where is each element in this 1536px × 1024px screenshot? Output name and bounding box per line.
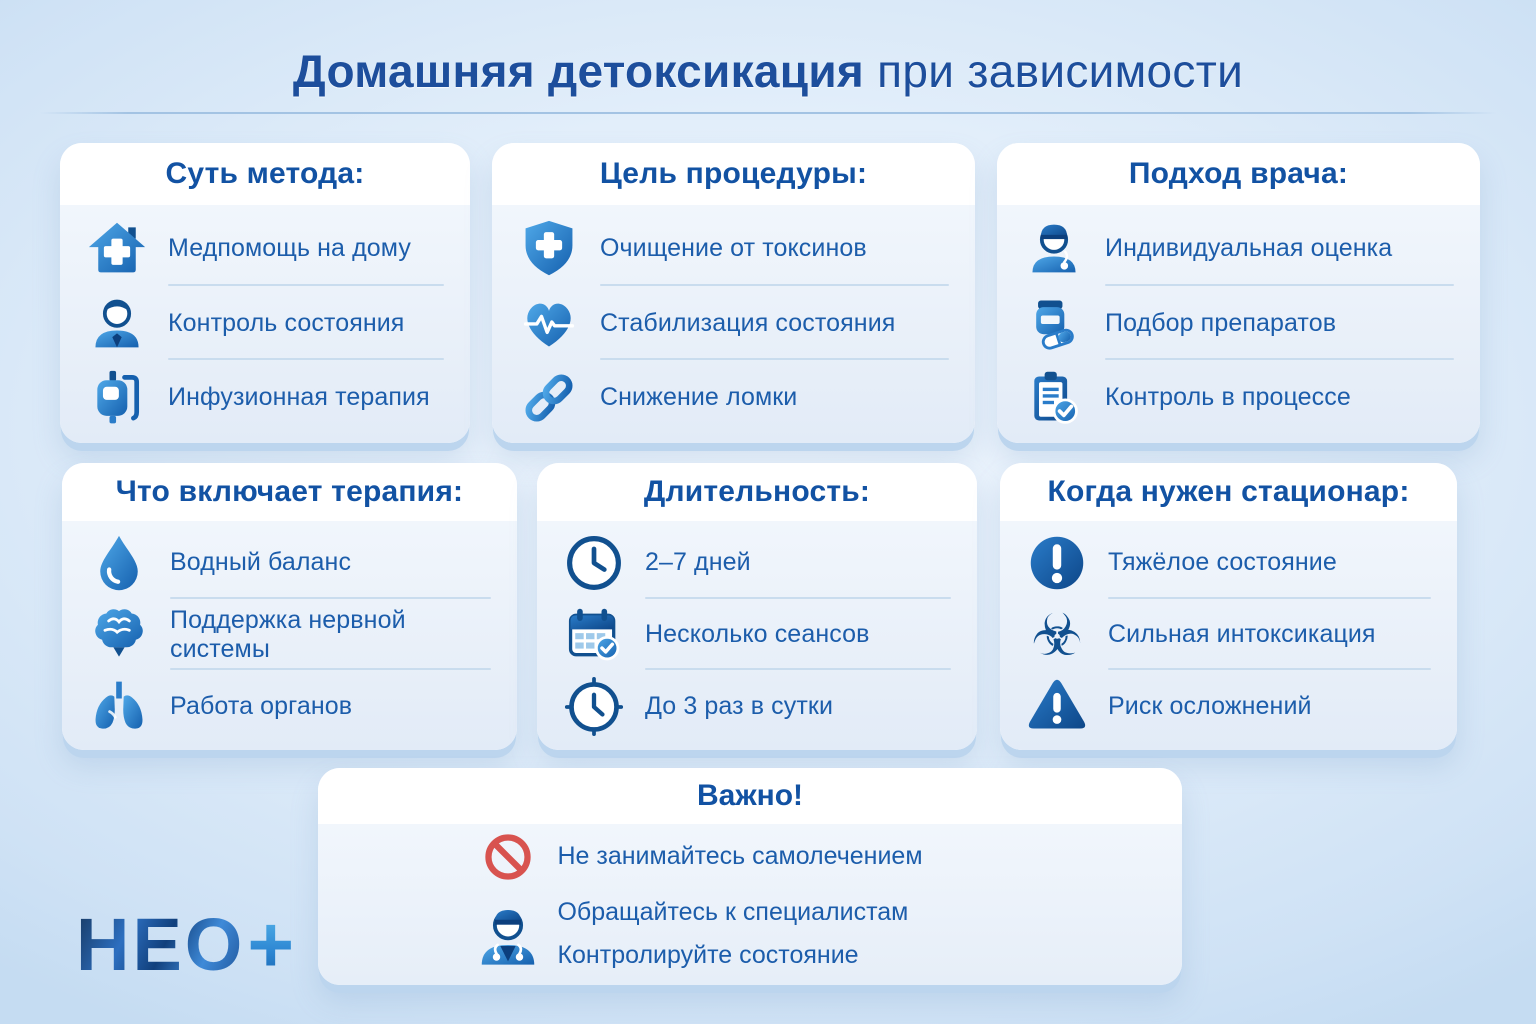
card-body	[60, 205, 470, 443]
card-header	[60, 143, 470, 205]
list-item-label: Подбор препаратов	[1105, 308, 1337, 337]
card-header-label: Когда нужен стационар:	[1047, 475, 1410, 508]
card-header-label: Суть метода:	[165, 157, 365, 190]
card-body	[997, 205, 1480, 443]
no-sign-icon	[473, 832, 543, 882]
card-header	[492, 143, 975, 205]
brain-icon	[88, 604, 150, 666]
list-item	[86, 360, 446, 435]
page-title-emphasis: Домашняя детоксикация	[292, 45, 865, 97]
shield-cross-icon	[518, 217, 580, 279]
exclamation-circle-icon	[1026, 532, 1088, 594]
card-important	[318, 768, 1182, 985]
title-divider	[40, 112, 1496, 114]
page-title-rest: при зависимости	[864, 45, 1244, 97]
list-item-label: Контроль в процессе	[1105, 383, 1351, 412]
card-header	[537, 463, 977, 521]
list-item	[518, 360, 951, 435]
card-header-label: Важно!	[696, 779, 804, 812]
heart-pulse-icon	[518, 292, 580, 354]
card-header-label: Подход врача:	[1128, 157, 1349, 190]
list-item-label: До 3 раз в сутки	[645, 691, 834, 720]
card-method-essence	[60, 143, 470, 443]
card-body	[537, 521, 977, 750]
calendar-check-icon	[563, 604, 625, 666]
card-header	[997, 143, 1480, 205]
biohazard-icon	[1026, 600, 1088, 669]
list-item-label: Контролируйте состояние	[557, 940, 859, 969]
card-header	[318, 768, 1182, 824]
water-drop-icon	[88, 532, 150, 594]
card-body	[62, 521, 517, 750]
list-item	[1026, 527, 1433, 599]
list-item-label: Поддержка нервной системы	[170, 605, 406, 663]
list-item	[1023, 360, 1456, 435]
list-item-label: Водный баланс	[170, 548, 352, 577]
list-item-label: Обращайтесь к специалистам	[557, 897, 909, 926]
brand-logo	[76, 900, 295, 989]
card-body	[318, 824, 1182, 985]
brand-logo-text: НЕО	[76, 903, 246, 986]
list-item-label: 2–7 дней	[645, 548, 751, 577]
list-item	[563, 527, 953, 599]
card-hospital-needed	[1000, 463, 1457, 750]
advice-lines	[557, 898, 908, 970]
surgeon-icon	[473, 890, 543, 978]
list-item	[518, 211, 951, 286]
list-item	[88, 670, 493, 742]
card-procedure-goal	[492, 143, 975, 443]
list-item	[86, 211, 446, 286]
list-item	[88, 527, 493, 599]
list-item	[88, 599, 493, 671]
card-header-label: Длительность:	[643, 475, 871, 508]
list-item	[1023, 286, 1456, 361]
house-cross-icon	[86, 217, 148, 279]
list-item	[1026, 670, 1433, 742]
alarm-clock-icon	[563, 675, 625, 737]
card-header	[1000, 463, 1457, 521]
brand-logo-plus-icon: +	[247, 900, 295, 989]
iv-bag-icon	[86, 367, 148, 429]
list-item-label: Несколько сеансов	[645, 620, 870, 648]
list-item-label: Риск осложнений	[1108, 691, 1312, 720]
list-item	[563, 599, 953, 671]
list-item	[1023, 211, 1456, 286]
clipboard-check-icon	[1023, 367, 1085, 429]
list-item	[518, 286, 951, 361]
warning-triangle-icon	[1026, 675, 1088, 737]
page-title	[0, 44, 1536, 98]
card-header-label: Цель процедуры:	[599, 157, 868, 190]
card-header-label: Что включает терапия:	[115, 475, 464, 508]
chain-icon	[518, 367, 580, 429]
card-body	[492, 205, 975, 443]
list-item-label: Работа органов	[170, 691, 353, 720]
important-rows	[473, 832, 922, 978]
list-item-label: Сильная интоксикация	[1108, 620, 1376, 648]
card-header	[62, 463, 517, 521]
list-item	[473, 832, 922, 882]
clock-icon	[563, 532, 625, 594]
card-body	[1000, 521, 1457, 750]
list-item	[86, 286, 446, 361]
doctor-cap-icon	[1023, 217, 1085, 279]
card-duration	[537, 463, 977, 750]
list-item-label: Снижение ломки	[600, 383, 798, 412]
biohazard-glyph: ☣	[1031, 600, 1083, 669]
list-item-label: Тяжёлое состояние	[1108, 548, 1337, 577]
list-item	[473, 890, 922, 978]
list-item-label: Медпомощь на дому	[168, 233, 411, 262]
list-item-label: Контроль состояния	[168, 308, 405, 337]
card-doctor-approach	[997, 143, 1480, 443]
list-item	[1026, 599, 1433, 671]
list-item-label: Индивидуальная оценка	[1105, 233, 1393, 262]
pills-icon	[1023, 292, 1085, 354]
list-item-label: Очищение от токсинов	[600, 233, 867, 262]
lungs-icon	[88, 675, 150, 737]
doctor-icon	[86, 292, 148, 354]
list-item	[563, 670, 953, 742]
list-item-label: Не занимайтесь самолечением	[557, 842, 923, 870]
list-item-label: Инфузионная терапия	[168, 383, 430, 412]
list-item-label: Стабилизация состояния	[600, 308, 896, 337]
card-therapy-includes	[62, 463, 517, 750]
